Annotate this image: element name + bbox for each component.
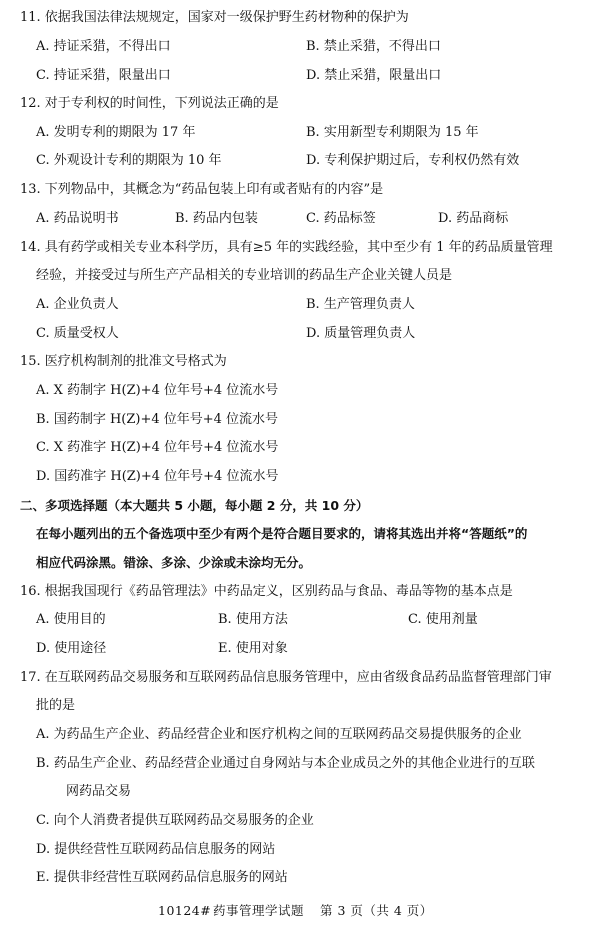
question-17-option-a: A. 为药品生产企业、药品经营企业和医疗机构之间的互联网药品交易提供服务的企业 bbox=[36, 727, 522, 742]
question-11-option-b: B. 禁止采猎，不得出口 bbox=[306, 39, 441, 54]
question-13-option-c: C. 药品标签 bbox=[306, 211, 376, 226]
question-16-option-d: D. 使用途径 bbox=[36, 641, 107, 656]
question-16-option-c: C. 使用剂量 bbox=[408, 612, 478, 627]
question-15-option-b: B. 国药制字 H(Z)+4 位年号+4 位流水号 bbox=[36, 412, 279, 427]
question-16-stem: 16. 根据我国现行《药品管理法》中药品定义，区别药品与食品、毒品等物的基本点是 bbox=[20, 584, 513, 599]
question-12-option-d: D. 专利保护期过后，专利权仍然有效 bbox=[306, 153, 520, 168]
question-14-option-b: B. 生产管理负责人 bbox=[306, 297, 415, 312]
question-11-option-d: D. 禁止采猎，限量出口 bbox=[306, 68, 442, 83]
question-13-stem: 13. 下列物品中，其概念为“药品包装上印有或者贴有的内容”是 bbox=[20, 182, 384, 197]
question-13-option-d: D. 药品商标 bbox=[438, 211, 509, 226]
question-14-option-d: D. 质量管理负责人 bbox=[306, 326, 416, 341]
question-13-option-b: B. 药品内包装 bbox=[175, 211, 258, 226]
question-14-stem-line1: 14. 具有药学或相关专业本科学历，具有≥5 年的实践经验，其中至少有 1 年的药品质量管理 bbox=[20, 240, 553, 255]
question-17-option-c: C. 向个人消费者提供互联网药品交易服务的企业 bbox=[36, 813, 314, 828]
question-13-option-a: A. 药品说明书 bbox=[36, 211, 119, 226]
question-12-option-b: B. 实用新型专利期限为 15 年 bbox=[306, 125, 479, 140]
footer-page-number: 第 3 页（共 4 页） bbox=[320, 903, 433, 918]
question-12-stem: 12. 对于专利权的时间性，下列说法正确的是 bbox=[20, 96, 279, 111]
question-12-option-c: C. 外观设计专利的期限为 10 年 bbox=[36, 153, 222, 168]
question-11-option-a: A. 持证采猎，不得出口 bbox=[36, 39, 171, 54]
question-14-option-c: C. 质量受权人 bbox=[36, 326, 119, 341]
question-11-stem: 11. 依据我国法律法规规定，国家对一级保护野生药材物种的保护为 bbox=[20, 10, 409, 25]
question-14-option-a: A. 企业负责人 bbox=[36, 297, 119, 312]
question-17-option-d: D. 提供经营性互联网药品信息服务的网站 bbox=[36, 842, 276, 857]
question-12-option-a: A. 发明专利的期限为 17 年 bbox=[36, 125, 196, 140]
footer-code: 10124# bbox=[158, 903, 212, 918]
question-14-stem-line2: 经验，并接受过与所生产产品相关的专业培训的药品生产企业关键人员是 bbox=[36, 268, 453, 283]
question-11-option-c: C. 持证采猎，限量出口 bbox=[36, 68, 171, 83]
section-2-instructions-line2: 相应代码涂黑。错涂、多涂、少涂或未涂均无分。 bbox=[36, 555, 312, 570]
question-17-stem-line2: 批的是 bbox=[36, 698, 76, 713]
question-17-option-b-line1: B. 药品生产企业、药品经营企业通过自身网站与本企业成员之外的其他企业进行的互联 bbox=[36, 756, 535, 771]
section-2-title: 二、多项选择题（本大题共 5 小题，每小题 2 分，共 10 分） bbox=[20, 498, 369, 513]
question-15-stem: 15. 医疗机构制剂的批准文号格式为 bbox=[20, 354, 227, 369]
question-16-option-a: A. 使用目的 bbox=[36, 612, 106, 627]
question-15-option-a: A. X 药制字 H(Z)+4 位年号+4 位流水号 bbox=[36, 383, 279, 398]
footer-title: 药事管理学试题 bbox=[213, 903, 305, 918]
question-16-option-e: E. 使用对象 bbox=[218, 641, 288, 656]
question-15-option-d: D. 国药准字 H(Z)+4 位年号+4 位流水号 bbox=[36, 469, 279, 484]
question-16-option-b: B. 使用方法 bbox=[218, 612, 288, 627]
question-17-stem-line1: 17. 在互联网药品交易服务和互联网药品信息服务管理中，应由省级食品药品监督管理部门审 bbox=[20, 670, 552, 685]
section-2-instructions-line1: 在每小题列出的五个备选项中至少有两个是符合题目要求的，请将其选出并将“答题纸”的 bbox=[36, 526, 528, 541]
question-17-option-e: E. 提供非经营性互联网药品信息服务的网站 bbox=[36, 870, 288, 885]
question-17-option-b-line2: 网药品交易 bbox=[66, 784, 132, 799]
question-15-option-c: C. X 药准字 H(Z)+4 位年号+4 位流水号 bbox=[36, 440, 279, 455]
